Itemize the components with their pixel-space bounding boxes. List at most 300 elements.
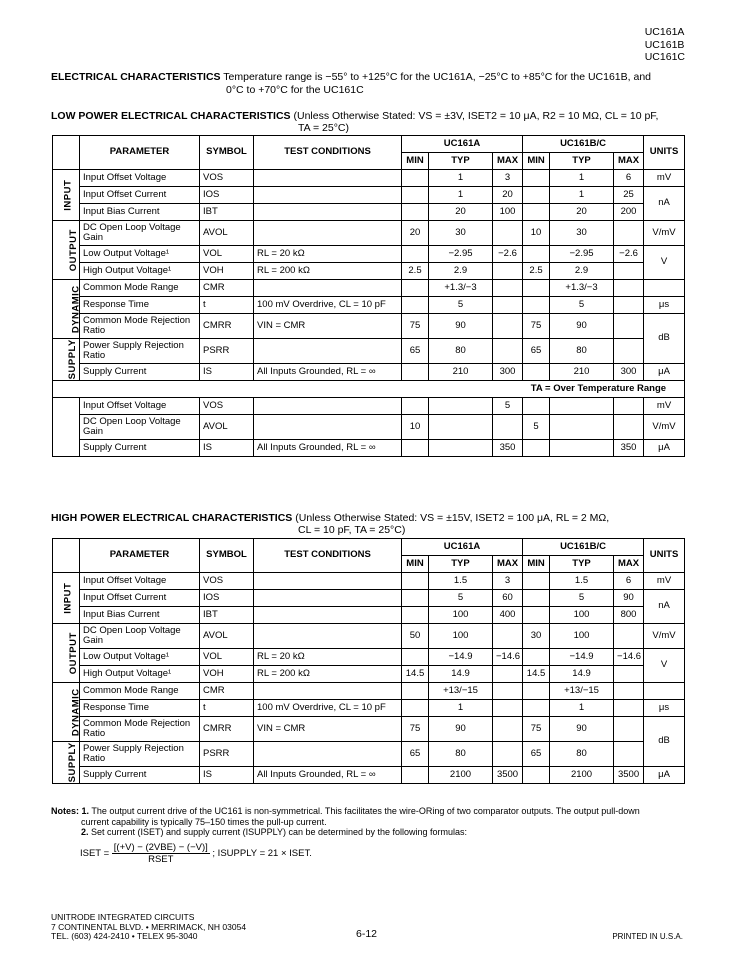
- parameter-cell: Supply Current: [80, 440, 200, 457]
- value-cell: [429, 398, 493, 415]
- value-cell: [523, 590, 550, 607]
- category-output: OUTPUT: [53, 221, 80, 280]
- max-header: MAX: [614, 153, 644, 170]
- value-cell: [402, 280, 429, 297]
- conditions-cell: [254, 170, 402, 187]
- units-cell: mV: [644, 170, 685, 187]
- category-output: OUTPUT: [53, 624, 80, 683]
- symbol-cell: AVOL: [200, 415, 254, 440]
- conditions-cell: [254, 280, 402, 297]
- units-cell: V/mV: [644, 221, 685, 246]
- value-cell: 350: [493, 440, 523, 457]
- value-cell: 350: [614, 440, 644, 457]
- value-cell: 100: [550, 607, 614, 624]
- table-row: [53, 187, 685, 204]
- value-cell: 5: [493, 398, 523, 415]
- value-cell: +13/−15: [429, 683, 493, 700]
- value-cell: 80: [429, 742, 493, 767]
- value-cell: 3: [493, 573, 523, 590]
- table-row: [53, 440, 685, 457]
- note-2-number: 2.: [81, 827, 89, 837]
- value-cell: [493, 742, 523, 767]
- company-name: UNITRODE INTEGRATED CIRCUITS: [51, 912, 195, 922]
- parameter-cell: DC Open Loop Voltage Gain: [80, 221, 200, 246]
- value-cell: 100: [493, 204, 523, 221]
- parameter-header: PARAMETER: [80, 136, 200, 170]
- electrical-characteristics-heading: [51, 71, 691, 96]
- value-cell: 80: [550, 742, 614, 767]
- value-cell: [614, 339, 644, 364]
- value-cell: [523, 187, 550, 204]
- value-cell: 2.9: [429, 263, 493, 280]
- conditions-cell: [254, 573, 402, 590]
- conditions-cell: 100 mV Overdrive, CL = 10 pF: [254, 700, 402, 717]
- value-cell: [402, 187, 429, 204]
- category-input: INPUT: [53, 170, 80, 221]
- uc161a-header: UC161A: [402, 136, 523, 153]
- value-cell: [493, 415, 523, 440]
- value-cell: −2.95: [429, 246, 493, 263]
- value-cell: 20: [550, 204, 614, 221]
- value-cell: 5: [429, 297, 493, 314]
- value-cell: [493, 297, 523, 314]
- table-row: [53, 649, 685, 666]
- value-cell: [402, 767, 429, 784]
- conditions-cell: RL = 200 kΩ: [254, 666, 402, 683]
- table-row: [53, 263, 685, 280]
- value-cell: [614, 683, 644, 700]
- value-cell: 100: [429, 607, 493, 624]
- value-cell: [614, 717, 644, 742]
- units-header: UNITS: [644, 539, 685, 573]
- table-row: [53, 204, 685, 221]
- value-cell: [550, 398, 614, 415]
- value-cell: 1: [429, 700, 493, 717]
- formula-rhs: ; ISUPPLY = 21 × ISET.: [212, 848, 312, 860]
- value-cell: 90: [550, 314, 614, 339]
- value-cell: [523, 364, 550, 381]
- parameter-cell: Common Mode Range: [80, 683, 200, 700]
- low-title-conditions-line2: TA = 25°C): [298, 122, 349, 134]
- value-cell: [402, 683, 429, 700]
- value-cell: [614, 314, 644, 339]
- value-cell: 800: [614, 607, 644, 624]
- parameter-cell: Response Time: [80, 700, 200, 717]
- high-power-table: [52, 538, 685, 784]
- value-cell: −2.6: [493, 246, 523, 263]
- parameter-cell: Power Supply Rejection Ratio: [80, 742, 200, 767]
- value-cell: 400: [493, 607, 523, 624]
- units-cell: μA: [644, 440, 685, 457]
- parameter-cell: Power Supply Rejection Ratio: [80, 339, 200, 364]
- parameter-cell: DC Open Loop Voltage Gain: [80, 415, 200, 440]
- value-cell: [614, 297, 644, 314]
- value-cell: 3500: [614, 767, 644, 784]
- value-cell: [402, 573, 429, 590]
- conditions-cell: All Inputs Grounded, RL = ∞: [254, 440, 402, 457]
- low-power-table-title: [51, 110, 691, 134]
- value-cell: 14.9: [550, 666, 614, 683]
- value-cell: [523, 246, 550, 263]
- value-cell: +1.3/−3: [550, 280, 614, 297]
- table-row: [53, 246, 685, 263]
- parameter-cell: Input Offset Current: [80, 590, 200, 607]
- parameter-cell: Low Output Voltage¹: [80, 246, 200, 263]
- high-title-conditions: (Unless Otherwise Stated: VS = ±15V, ISET2 = 100 μA, RL = 2 MΩ,: [295, 512, 610, 524]
- value-cell: 10: [523, 221, 550, 246]
- min-header: MIN: [402, 153, 429, 170]
- value-cell: [523, 440, 550, 457]
- parameter-cell: High Output Voltage¹: [80, 263, 200, 280]
- value-cell: 300: [493, 364, 523, 381]
- table-row: [53, 314, 685, 339]
- part-number: UC161A: [644, 26, 685, 38]
- parameter-header: PARAMETER: [80, 539, 200, 573]
- value-cell: [429, 415, 493, 440]
- low-title-bold: LOW POWER ELECTRICAL CHARACTERISTICS: [51, 110, 291, 122]
- conditions-cell: [254, 339, 402, 364]
- low-power-table: [52, 135, 685, 457]
- units-cell: [644, 280, 685, 297]
- value-cell: 100: [429, 624, 493, 649]
- units-cell: μs: [644, 700, 685, 717]
- note-2-text: Set current (ISET) and supply current (ISUPPLY) can be determined by the following formulas:: [91, 827, 468, 837]
- value-cell: [493, 221, 523, 246]
- conditions-cell: [254, 415, 402, 440]
- conditions-cell: [254, 683, 402, 700]
- symbol-cell: CMR: [200, 683, 254, 700]
- value-cell: 1: [550, 187, 614, 204]
- value-cell: 65: [402, 339, 429, 364]
- table-row: [53, 297, 685, 314]
- symbol-cell: IS: [200, 440, 254, 457]
- typ-header: TYP: [550, 153, 614, 170]
- value-cell: [523, 683, 550, 700]
- conditions-cell: [254, 204, 402, 221]
- value-cell: +13/−15: [550, 683, 614, 700]
- notes-section: [51, 806, 691, 838]
- symbol-cell: VOS: [200, 573, 254, 590]
- conditions-cell: RL = 200 kΩ: [254, 263, 402, 280]
- value-cell: 10: [402, 415, 429, 440]
- symbol-cell: PSRR: [200, 339, 254, 364]
- company-street: 7 CONTINENTAL BLVD. • MERRIMACK, NH 03054: [51, 921, 247, 932]
- value-cell: [493, 339, 523, 364]
- parameter-cell: Input Bias Current: [80, 204, 200, 221]
- value-cell: 25: [614, 187, 644, 204]
- parameter-cell: Common Mode Rejection Ratio: [80, 717, 200, 742]
- value-cell: [523, 204, 550, 221]
- table-row: [53, 624, 685, 649]
- parameter-cell: Common Mode Range: [80, 280, 200, 297]
- over-temperature-row: [53, 381, 685, 398]
- value-cell: [614, 398, 644, 415]
- typ-header: TYP: [550, 556, 614, 573]
- value-cell: 3: [493, 170, 523, 187]
- formula-lhs: ISET =: [80, 848, 110, 860]
- value-cell: [614, 221, 644, 246]
- value-cell: [523, 700, 550, 717]
- value-cell: 1.5: [550, 573, 614, 590]
- value-cell: 30: [523, 624, 550, 649]
- parameter-cell: Common Mode Rejection Ratio: [80, 314, 200, 339]
- value-cell: 20: [493, 187, 523, 204]
- units-cell: dB: [644, 717, 685, 767]
- value-cell: [614, 700, 644, 717]
- conditions-cell: [254, 187, 402, 204]
- value-cell: [402, 364, 429, 381]
- parameter-cell: Input Offset Voltage: [80, 170, 200, 187]
- table-row: [53, 415, 685, 440]
- value-cell: 14.9: [429, 666, 493, 683]
- value-cell: [493, 700, 523, 717]
- value-cell: 1: [550, 700, 614, 717]
- category-header: [53, 539, 80, 573]
- uc161a-header: UC161A: [402, 539, 523, 556]
- value-cell: [493, 624, 523, 649]
- table-row: [53, 607, 685, 624]
- symbol-cell: VOL: [200, 649, 254, 666]
- category-dynamic: DYNAMIC: [53, 683, 80, 742]
- value-cell: [550, 415, 614, 440]
- part-number: UC161B: [644, 38, 685, 51]
- value-cell: [402, 170, 429, 187]
- value-cell: [523, 767, 550, 784]
- value-cell: [493, 666, 523, 683]
- value-cell: [614, 415, 644, 440]
- value-cell: 1: [429, 170, 493, 187]
- category-supply: SUPPLY: [53, 339, 80, 381]
- units-cell: μA: [644, 767, 685, 784]
- symbol-cell: VOS: [200, 170, 254, 187]
- value-cell: 30: [550, 221, 614, 246]
- part-number: UC161C: [644, 51, 685, 63]
- high-power-table-title: [51, 512, 691, 536]
- value-cell: [614, 263, 644, 280]
- value-cell: [493, 280, 523, 297]
- formula-numerator: [(+V) − (2VBE) − (−V)]: [113, 842, 208, 853]
- parameter-cell: Input Offset Voltage: [80, 398, 200, 415]
- symbol-cell: VOS: [200, 398, 254, 415]
- value-cell: 80: [550, 339, 614, 364]
- value-cell: 5: [429, 590, 493, 607]
- value-cell: [402, 204, 429, 221]
- table-row: [53, 280, 685, 297]
- max-header: MAX: [614, 556, 644, 573]
- category-input: INPUT: [53, 573, 80, 624]
- conditions-cell: [254, 221, 402, 246]
- value-cell: [402, 398, 429, 415]
- table-row: [53, 170, 685, 187]
- value-cell: 20: [402, 221, 429, 246]
- symbol-cell: IBT: [200, 204, 254, 221]
- conditions-cell: RL = 20 kΩ: [254, 246, 402, 263]
- notes-label: Notes:: [51, 806, 80, 816]
- value-cell: [429, 440, 493, 457]
- units-cell: nA: [644, 187, 685, 221]
- conditions-cell: [254, 590, 402, 607]
- parameter-cell: Low Output Voltage¹: [80, 649, 200, 666]
- symbol-header: SYMBOL: [200, 136, 254, 170]
- symbol-cell: AVOL: [200, 624, 254, 649]
- note-1-number: 1.: [81, 806, 90, 816]
- value-cell: 200: [614, 204, 644, 221]
- value-cell: [402, 297, 429, 314]
- value-cell: 5: [550, 590, 614, 607]
- symbol-cell: CMRR: [200, 717, 254, 742]
- parameter-cell: DC Open Loop Voltage Gain: [80, 624, 200, 649]
- units-cell: dB: [644, 314, 685, 364]
- value-cell: −2.95: [550, 246, 614, 263]
- table-row: [53, 339, 685, 364]
- value-cell: −14.9: [429, 649, 493, 666]
- symbol-cell: PSRR: [200, 742, 254, 767]
- symbol-cell: AVOL: [200, 221, 254, 246]
- value-cell: 90: [429, 717, 493, 742]
- value-cell: [402, 246, 429, 263]
- value-cell: [523, 649, 550, 666]
- value-cell: 75: [402, 717, 429, 742]
- max-header: MAX: [493, 556, 523, 573]
- symbol-cell: IOS: [200, 187, 254, 204]
- test-conditions-header: TEST CONDITIONS: [254, 136, 402, 170]
- value-cell: 300: [614, 364, 644, 381]
- parameter-cell: High Output Voltage¹: [80, 666, 200, 683]
- parameter-cell: Supply Current: [80, 364, 200, 381]
- units-cell: V: [644, 246, 685, 280]
- units-cell: nA: [644, 590, 685, 624]
- value-cell: 75: [523, 717, 550, 742]
- value-cell: [614, 742, 644, 767]
- symbol-cell: VOH: [200, 666, 254, 683]
- value-cell: 90: [550, 717, 614, 742]
- value-cell: 75: [523, 314, 550, 339]
- value-cell: 210: [550, 364, 614, 381]
- value-cell: [614, 280, 644, 297]
- value-cell: 90: [614, 590, 644, 607]
- table-row: [53, 573, 685, 590]
- category-header: [53, 136, 80, 170]
- ec-heading-bold: ELECTRICAL CHARACTERISTICS: [51, 71, 221, 83]
- min-header: MIN: [523, 556, 550, 573]
- value-cell: 65: [402, 742, 429, 767]
- value-cell: +1.3/−3: [429, 280, 493, 297]
- parameter-cell: Supply Current: [80, 767, 200, 784]
- value-cell: [523, 280, 550, 297]
- high-title-bold: HIGH POWER ELECTRICAL CHARACTERISTICS: [51, 512, 293, 524]
- value-cell: 60: [493, 590, 523, 607]
- units-cell: mV: [644, 398, 685, 415]
- test-conditions-header: TEST CONDITIONS: [254, 539, 402, 573]
- value-cell: 3500: [493, 767, 523, 784]
- conditions-cell: RL = 20 kΩ: [254, 649, 402, 666]
- over-temperature-label: TA = Over Temperature Range: [53, 381, 685, 398]
- page-number: 6-12: [356, 928, 378, 940]
- value-cell: −14.9: [550, 649, 614, 666]
- value-cell: 6: [614, 170, 644, 187]
- value-cell: [614, 666, 644, 683]
- symbol-cell: VOH: [200, 263, 254, 280]
- value-cell: 5: [523, 415, 550, 440]
- value-cell: [402, 440, 429, 457]
- value-cell: −14.6: [493, 649, 523, 666]
- table-row: [53, 590, 685, 607]
- value-cell: 14.5: [402, 666, 429, 683]
- value-cell: [493, 717, 523, 742]
- units-cell: [644, 683, 685, 700]
- conditions-cell: [254, 607, 402, 624]
- parameter-cell: Input Bias Current: [80, 607, 200, 624]
- table-row: [53, 742, 685, 767]
- value-cell: 1: [429, 187, 493, 204]
- value-cell: [402, 700, 429, 717]
- typ-header: TYP: [429, 556, 493, 573]
- uc161bc-header: UC161B/C: [523, 539, 644, 556]
- value-cell: [402, 649, 429, 666]
- symbol-cell: IS: [200, 364, 254, 381]
- max-header: MAX: [493, 153, 523, 170]
- symbol-header: SYMBOL: [200, 539, 254, 573]
- conditions-cell: All Inputs Grounded, RL = ∞: [254, 364, 402, 381]
- value-cell: [493, 263, 523, 280]
- units-cell: V/mV: [644, 415, 685, 440]
- value-cell: 2.5: [402, 263, 429, 280]
- symbol-cell: CMRR: [200, 314, 254, 339]
- units-cell: V: [644, 649, 685, 683]
- value-cell: 20: [429, 204, 493, 221]
- value-cell: [523, 398, 550, 415]
- value-cell: 65: [523, 339, 550, 364]
- value-cell: 2.9: [550, 263, 614, 280]
- table-row: [53, 666, 685, 683]
- value-cell: [523, 170, 550, 187]
- ec-heading-text: Temperature range is −55° to +125°C for the UC161A, −25°C to +85°C for the UC161B, and: [223, 71, 652, 83]
- table-row: [53, 398, 685, 415]
- typ-header: TYP: [429, 153, 493, 170]
- value-cell: 50: [402, 624, 429, 649]
- units-header: UNITS: [644, 136, 685, 170]
- symbol-cell: CMR: [200, 280, 254, 297]
- category-blank: [53, 398, 80, 457]
- category-dynamic: DYNAMIC: [53, 280, 80, 339]
- value-cell: 5: [550, 297, 614, 314]
- conditions-cell: VIN = CMR: [254, 717, 402, 742]
- value-cell: −2.6: [614, 246, 644, 263]
- value-cell: 80: [429, 339, 493, 364]
- value-cell: 65: [523, 742, 550, 767]
- value-cell: [402, 590, 429, 607]
- part-number-list: [645, 26, 685, 64]
- value-cell: [614, 624, 644, 649]
- value-cell: [523, 297, 550, 314]
- symbol-cell: IS: [200, 767, 254, 784]
- value-cell: 75: [402, 314, 429, 339]
- conditions-cell: All Inputs Grounded, RL = ∞: [254, 767, 402, 784]
- value-cell: 90: [429, 314, 493, 339]
- table-row: [53, 700, 685, 717]
- value-cell: [523, 573, 550, 590]
- value-cell: 210: [429, 364, 493, 381]
- formula-fraction: [112, 842, 210, 865]
- units-cell: V/mV: [644, 624, 685, 649]
- value-cell: 2.5: [523, 263, 550, 280]
- high-title-conditions-line2: CL = 10 pF, TA = 25°C): [298, 524, 406, 536]
- printed-in-label: PRINTED IN U.S.A.: [612, 932, 683, 941]
- table-row: [53, 683, 685, 700]
- category-supply: SUPPLY: [53, 742, 80, 784]
- value-cell: [493, 683, 523, 700]
- value-cell: −14.6: [614, 649, 644, 666]
